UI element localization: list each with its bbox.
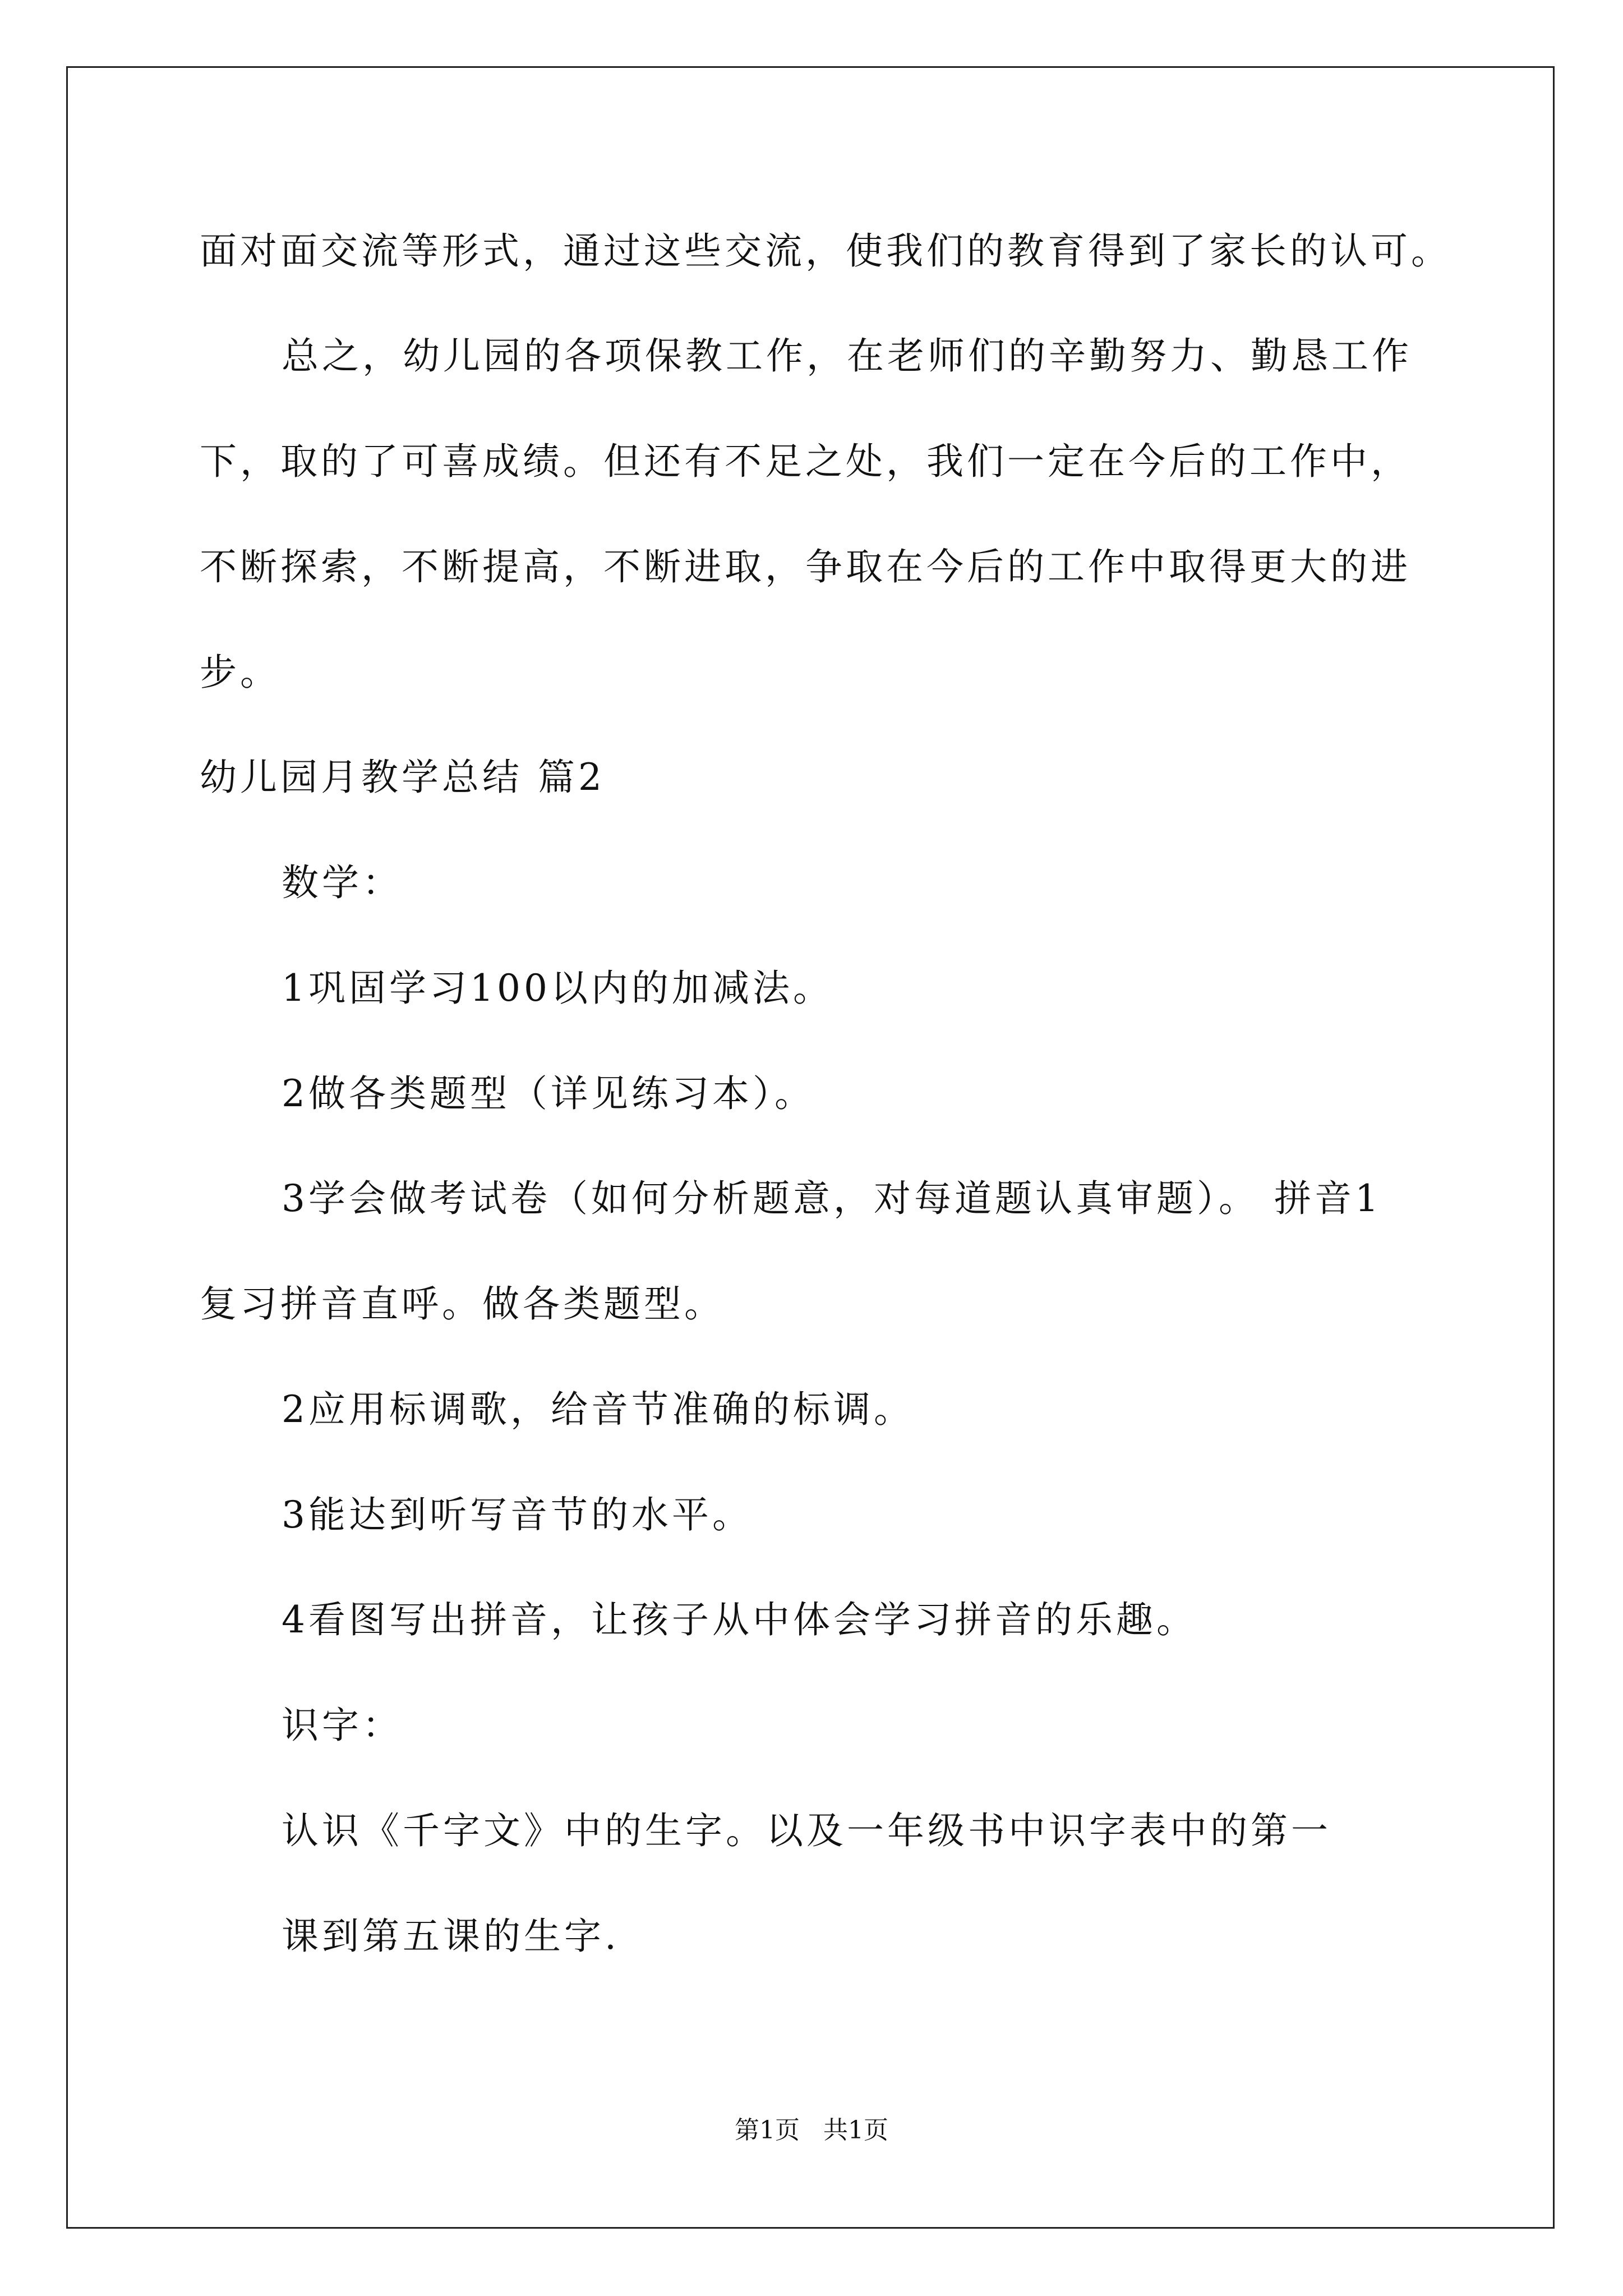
list-item: 1巩固学习100以内的加减法。 xyxy=(282,967,833,1010)
subsection-heading: 数学： xyxy=(282,861,403,904)
paragraph-line: 面对面交流等形式，通过这些交流，使我们的教育得到了家长的认可。 xyxy=(200,229,1451,273)
paragraph-line: 总之，幼儿园的各项保教工作，在老师们的辛勤努力、勤恳工作 xyxy=(282,334,1412,378)
list-item: 2应用标调歌，给音节准确的标调。 xyxy=(282,1388,914,1431)
paragraph-line: 下，取的了可喜成绩。但还有不足之处，我们一定在今后的工作中， xyxy=(200,440,1411,483)
list-item: 2做各类题型（详见练习本）。 xyxy=(282,1072,815,1115)
paragraph-line: 步。 xyxy=(200,651,280,694)
paragraph-line: 课到第五课的生字. xyxy=(282,1915,620,1958)
page-number-footer: 第1页 共1页 xyxy=(735,2116,888,2145)
list-item: 4看图写出拼音，让孩子从中体会学习拼音的乐趣。 xyxy=(282,1598,1197,1641)
list-item: 3能达到听写音节的水平。 xyxy=(282,1493,753,1536)
subsection-heading: 识字： xyxy=(282,1704,403,1747)
paragraph-line: 不断探索，不断提高，不断进取，争取在今后的工作中取得更大的进 xyxy=(200,545,1411,588)
list-item: 复习拼音直呼。做各类题型。 xyxy=(200,1282,725,1326)
paragraph-line: 认识《千字文》中的生字。以及一年级书中识字表中的第一 xyxy=(282,1809,1331,1852)
document-body xyxy=(200,0,1451,2132)
list-item: 3学会做考试卷（如何分析题意，对每道题认真审题）。 拼音1 xyxy=(282,1177,1382,1220)
section-heading: 幼儿园月教学总结 篇2 xyxy=(200,756,605,799)
